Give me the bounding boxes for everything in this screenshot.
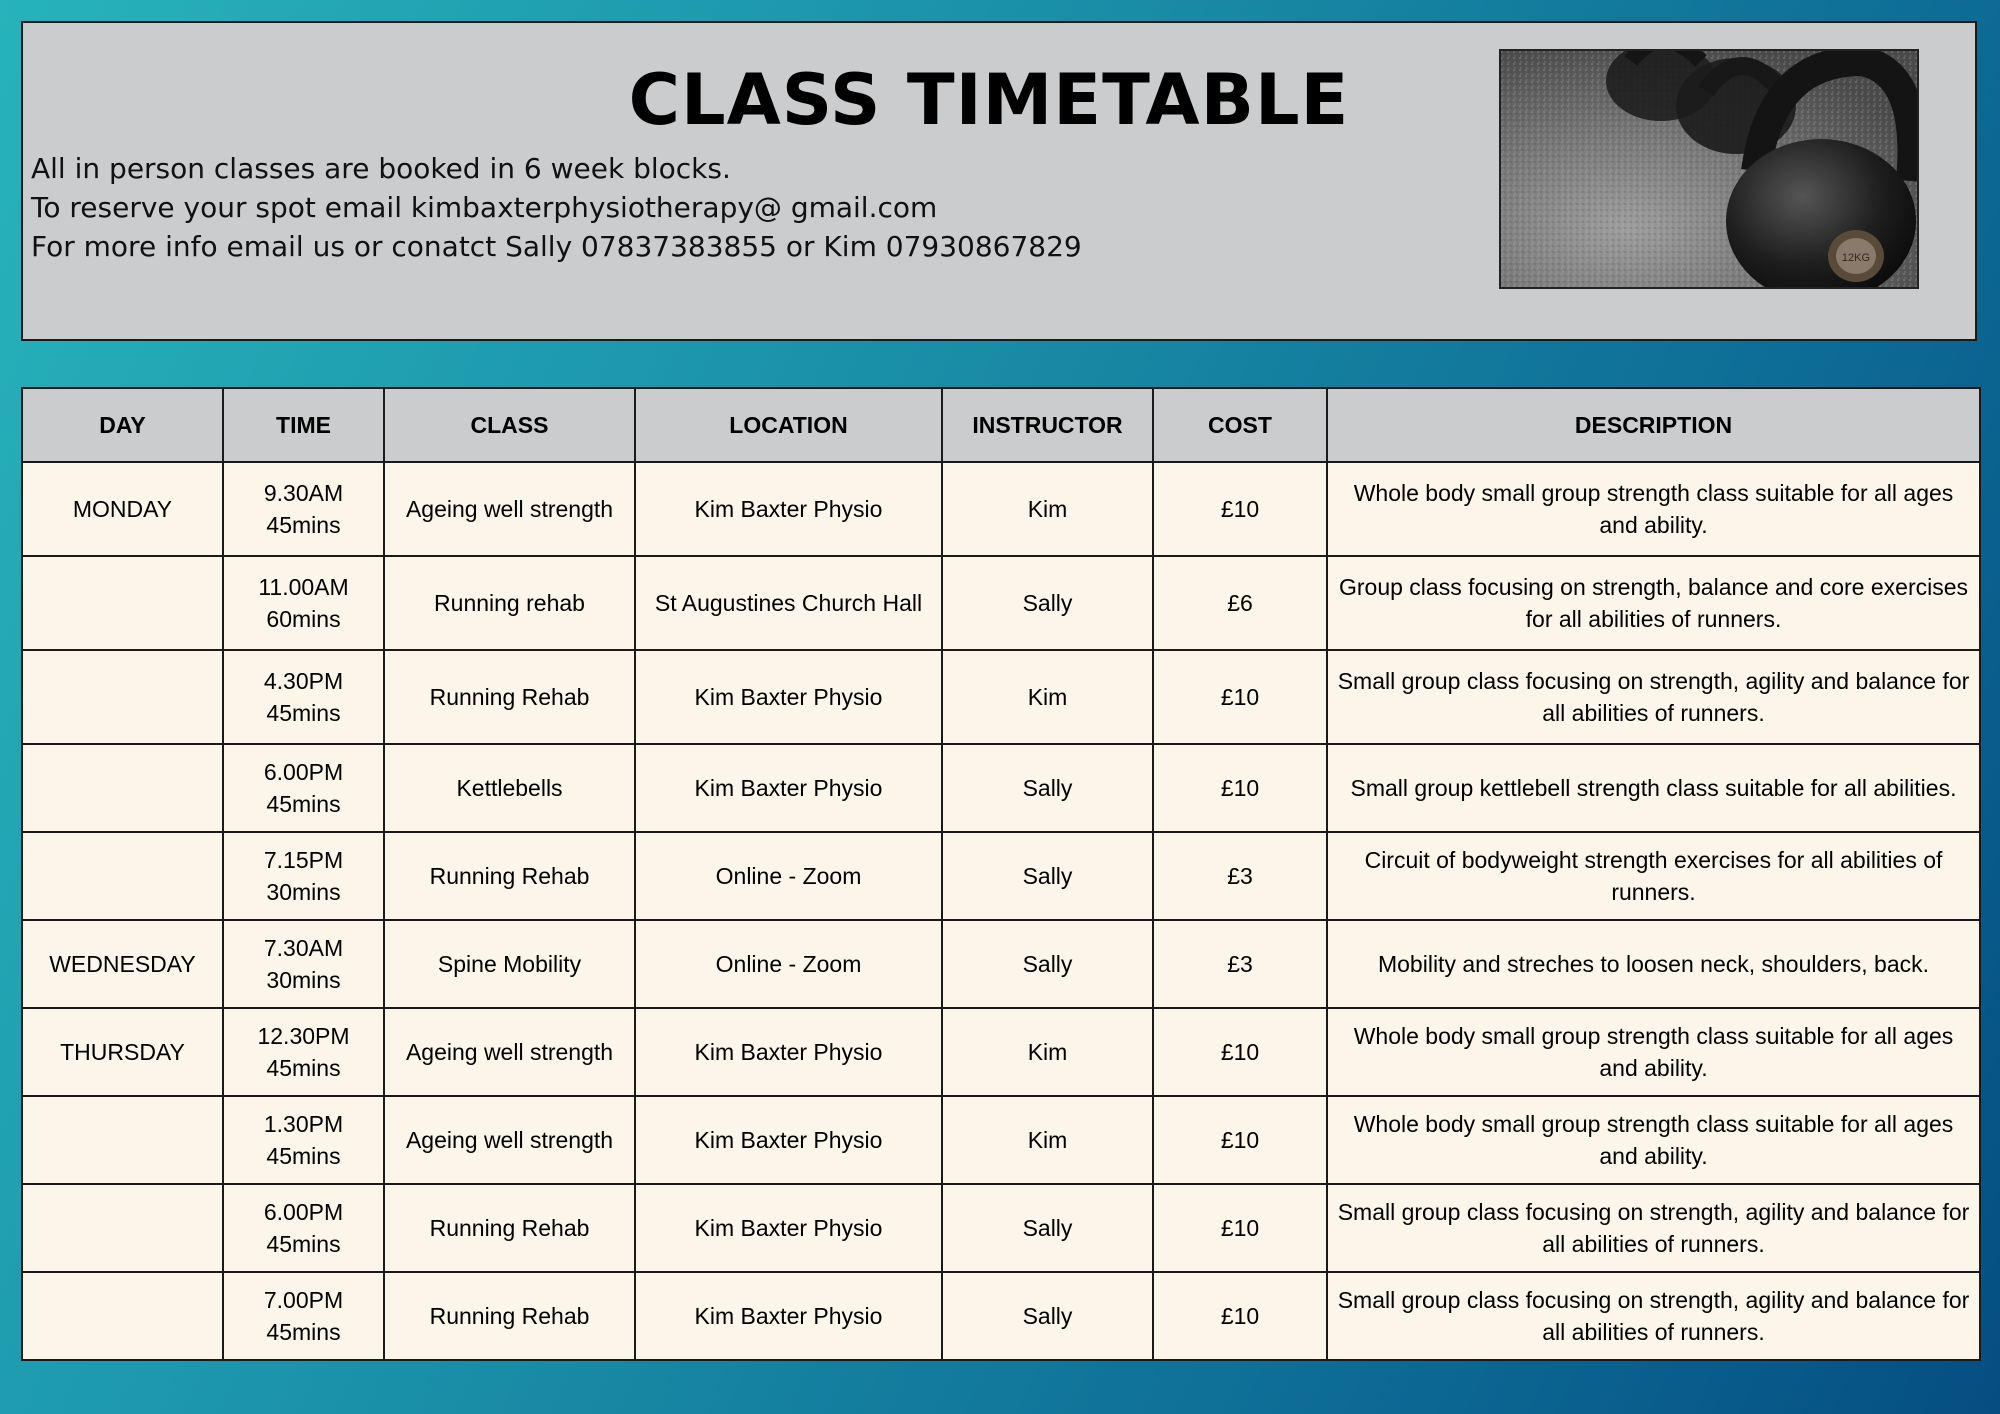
duration-value: 45mins <box>266 1143 341 1169</box>
location-cell: Kim Baxter Physio <box>635 1184 942 1272</box>
location-cell: Kim Baxter Physio <box>635 1096 942 1184</box>
time-cell <box>223 1008 384 1096</box>
cost-cell: £3 <box>1153 920 1327 1008</box>
instructor-cell: Kim <box>942 650 1153 744</box>
table-header-row <box>22 388 1980 462</box>
day-cell <box>22 556 223 650</box>
time-value: 6.00PM <box>263 1199 344 1225</box>
day-cell: WEDNESDAY <box>22 920 223 1008</box>
table-row <box>22 920 1980 1008</box>
time-value: 7.15PM <box>263 847 344 873</box>
class-cell: Ageing well strength <box>384 1096 635 1184</box>
class-cell: Ageing well strength <box>384 462 635 556</box>
table-row <box>22 1096 1980 1184</box>
duration-value: 30mins <box>266 879 341 905</box>
header-day: DAY <box>22 388 223 462</box>
header-description: DESCRIPTION <box>1327 388 1980 462</box>
instructor-cell: Sally <box>942 832 1153 920</box>
time-cell <box>223 1096 384 1184</box>
description-cell: Small group class focusing on strength, agility and balance for all abilities of runners. <box>1327 650 1980 744</box>
time-cell <box>223 556 384 650</box>
cost-cell: £10 <box>1153 1096 1327 1184</box>
table-row <box>22 832 1980 920</box>
duration-value: 45mins <box>266 1055 341 1081</box>
time-cell <box>223 1184 384 1272</box>
duration-value: 45mins <box>266 1231 341 1257</box>
description-cell: Small group class focusing on strength, agility and balance for all abilities of runners. <box>1327 1272 1980 1360</box>
class-cell: Running Rehab <box>384 832 635 920</box>
description-cell: Mobility and streches to loosen neck, shoulders, back. <box>1327 920 1980 1008</box>
kettlebell-weight-label: 12KG <box>1841 252 1871 264</box>
instructor-cell: Sally <box>942 1272 1153 1360</box>
duration-value: 45mins <box>266 1319 341 1345</box>
cost-cell: £10 <box>1153 1184 1327 1272</box>
header-class: CLASS <box>384 388 635 462</box>
time-cell <box>223 744 384 832</box>
instructor-cell: Kim <box>942 1096 1153 1184</box>
table-row <box>22 462 1980 556</box>
description-cell: Small group class focusing on strength, agility and balance for all abilities of runners. <box>1327 1184 1980 1272</box>
instructor-cell: Sally <box>942 556 1153 650</box>
duration-value: 45mins <box>266 791 341 817</box>
location-cell: Kim Baxter Physio <box>635 1008 942 1096</box>
duration-value: 60mins <box>266 606 341 632</box>
class-cell: Running Rehab <box>384 1184 635 1272</box>
location-cell: Online - Zoom <box>635 832 942 920</box>
time-value: 7.00PM <box>263 1287 344 1313</box>
class-cell: Ageing well strength <box>384 1008 635 1096</box>
time-value: 1.30PM <box>263 1111 344 1137</box>
cost-cell: £10 <box>1153 744 1327 832</box>
description-cell: Whole body small group strength class suitable for all ages and ability. <box>1327 1096 1980 1184</box>
location-cell: Kim Baxter Physio <box>635 744 942 832</box>
table-row <box>22 1184 1980 1272</box>
day-cell <box>22 832 223 920</box>
class-cell: Running rehab <box>384 556 635 650</box>
duration-value: 45mins <box>266 700 341 726</box>
table-row <box>22 744 1980 832</box>
time-cell <box>223 650 384 744</box>
info-line-contact: For more info email us or conatct Sally 07837383855 or Kim 07930867829 <box>31 230 1082 263</box>
time-value: 9.30AM <box>263 480 344 506</box>
location-cell: Kim Baxter Physio <box>635 1272 942 1360</box>
instructor-cell: Kim <box>942 1008 1153 1096</box>
class-cell: Spine Mobility <box>384 920 635 1008</box>
table-row <box>22 1008 1980 1096</box>
cost-cell: £3 <box>1153 832 1327 920</box>
header-cost: COST <box>1153 388 1327 462</box>
description-cell: Small group kettlebell strength class suitable for all abilities. <box>1327 744 1980 832</box>
day-cell <box>22 650 223 744</box>
header-location: LOCATION <box>635 388 942 462</box>
cost-cell: £10 <box>1153 1272 1327 1360</box>
description-cell: Circuit of bodyweight strength exercises for all abilities of runners. <box>1327 832 1980 920</box>
description-cell: Whole body small group strength class suitable for all ages and ability. <box>1327 462 1980 556</box>
description-cell: Group class focusing on strength, balance and core exercises for all abilities of runners. <box>1327 556 1980 650</box>
time-cell <box>223 920 384 1008</box>
location-cell: Online - Zoom <box>635 920 942 1008</box>
info-line-reserve: To reserve your spot email kimbaxterphysiotherapy@ gmail.com <box>31 191 938 224</box>
instructor-cell: Sally <box>942 920 1153 1008</box>
time-value: 11.00AM <box>258 574 349 600</box>
location-cell: St Augustines Church Hall <box>635 556 942 650</box>
class-cell: Running Rehab <box>384 650 635 744</box>
header-time: TIME <box>223 388 384 462</box>
duration-value: 45mins <box>266 512 341 538</box>
location-cell: Kim Baxter Physio <box>635 462 942 556</box>
cost-cell: £10 <box>1153 1008 1327 1096</box>
timetable <box>21 387 1979 1361</box>
kettlebell-photo <box>1499 49 1919 289</box>
day-cell <box>22 1096 223 1184</box>
table-row <box>22 1272 1980 1360</box>
header-instructor: INSTRUCTOR <box>942 388 1153 462</box>
time-cell <box>223 832 384 920</box>
time-value: 12.30PM <box>257 1023 350 1049</box>
table-row <box>22 650 1980 744</box>
info-line-booking: All in person classes are booked in 6 week blocks. <box>31 152 731 185</box>
time-value: 7.30AM <box>263 935 344 961</box>
time-value: 6.00PM <box>263 759 344 785</box>
day-cell: THURSDAY <box>22 1008 223 1096</box>
info-text <box>31 149 1082 266</box>
instructor-cell: Sally <box>942 744 1153 832</box>
day-cell <box>22 1184 223 1272</box>
day-cell <box>22 1272 223 1360</box>
instructor-cell: Kim <box>942 462 1153 556</box>
duration-value: 30mins <box>266 967 341 993</box>
class-cell: Kettlebells <box>384 744 635 832</box>
location-cell: Kim Baxter Physio <box>635 650 942 744</box>
time-value: 4.30PM <box>263 668 344 694</box>
day-cell <box>22 744 223 832</box>
cost-cell: £10 <box>1153 462 1327 556</box>
day-cell: MONDAY <box>22 462 223 556</box>
description-cell: Whole body small group strength class suitable for all ages and ability. <box>1327 1008 1980 1096</box>
page-title: CLASS TIMETABLE <box>628 59 1350 141</box>
cost-cell: £6 <box>1153 556 1327 650</box>
header-panel <box>21 21 1977 341</box>
instructor-cell: Sally <box>942 1184 1153 1272</box>
time-cell <box>223 1272 384 1360</box>
time-cell <box>223 462 384 556</box>
class-cell: Running Rehab <box>384 1272 635 1360</box>
table-row <box>22 556 1980 650</box>
cost-cell: £10 <box>1153 650 1327 744</box>
